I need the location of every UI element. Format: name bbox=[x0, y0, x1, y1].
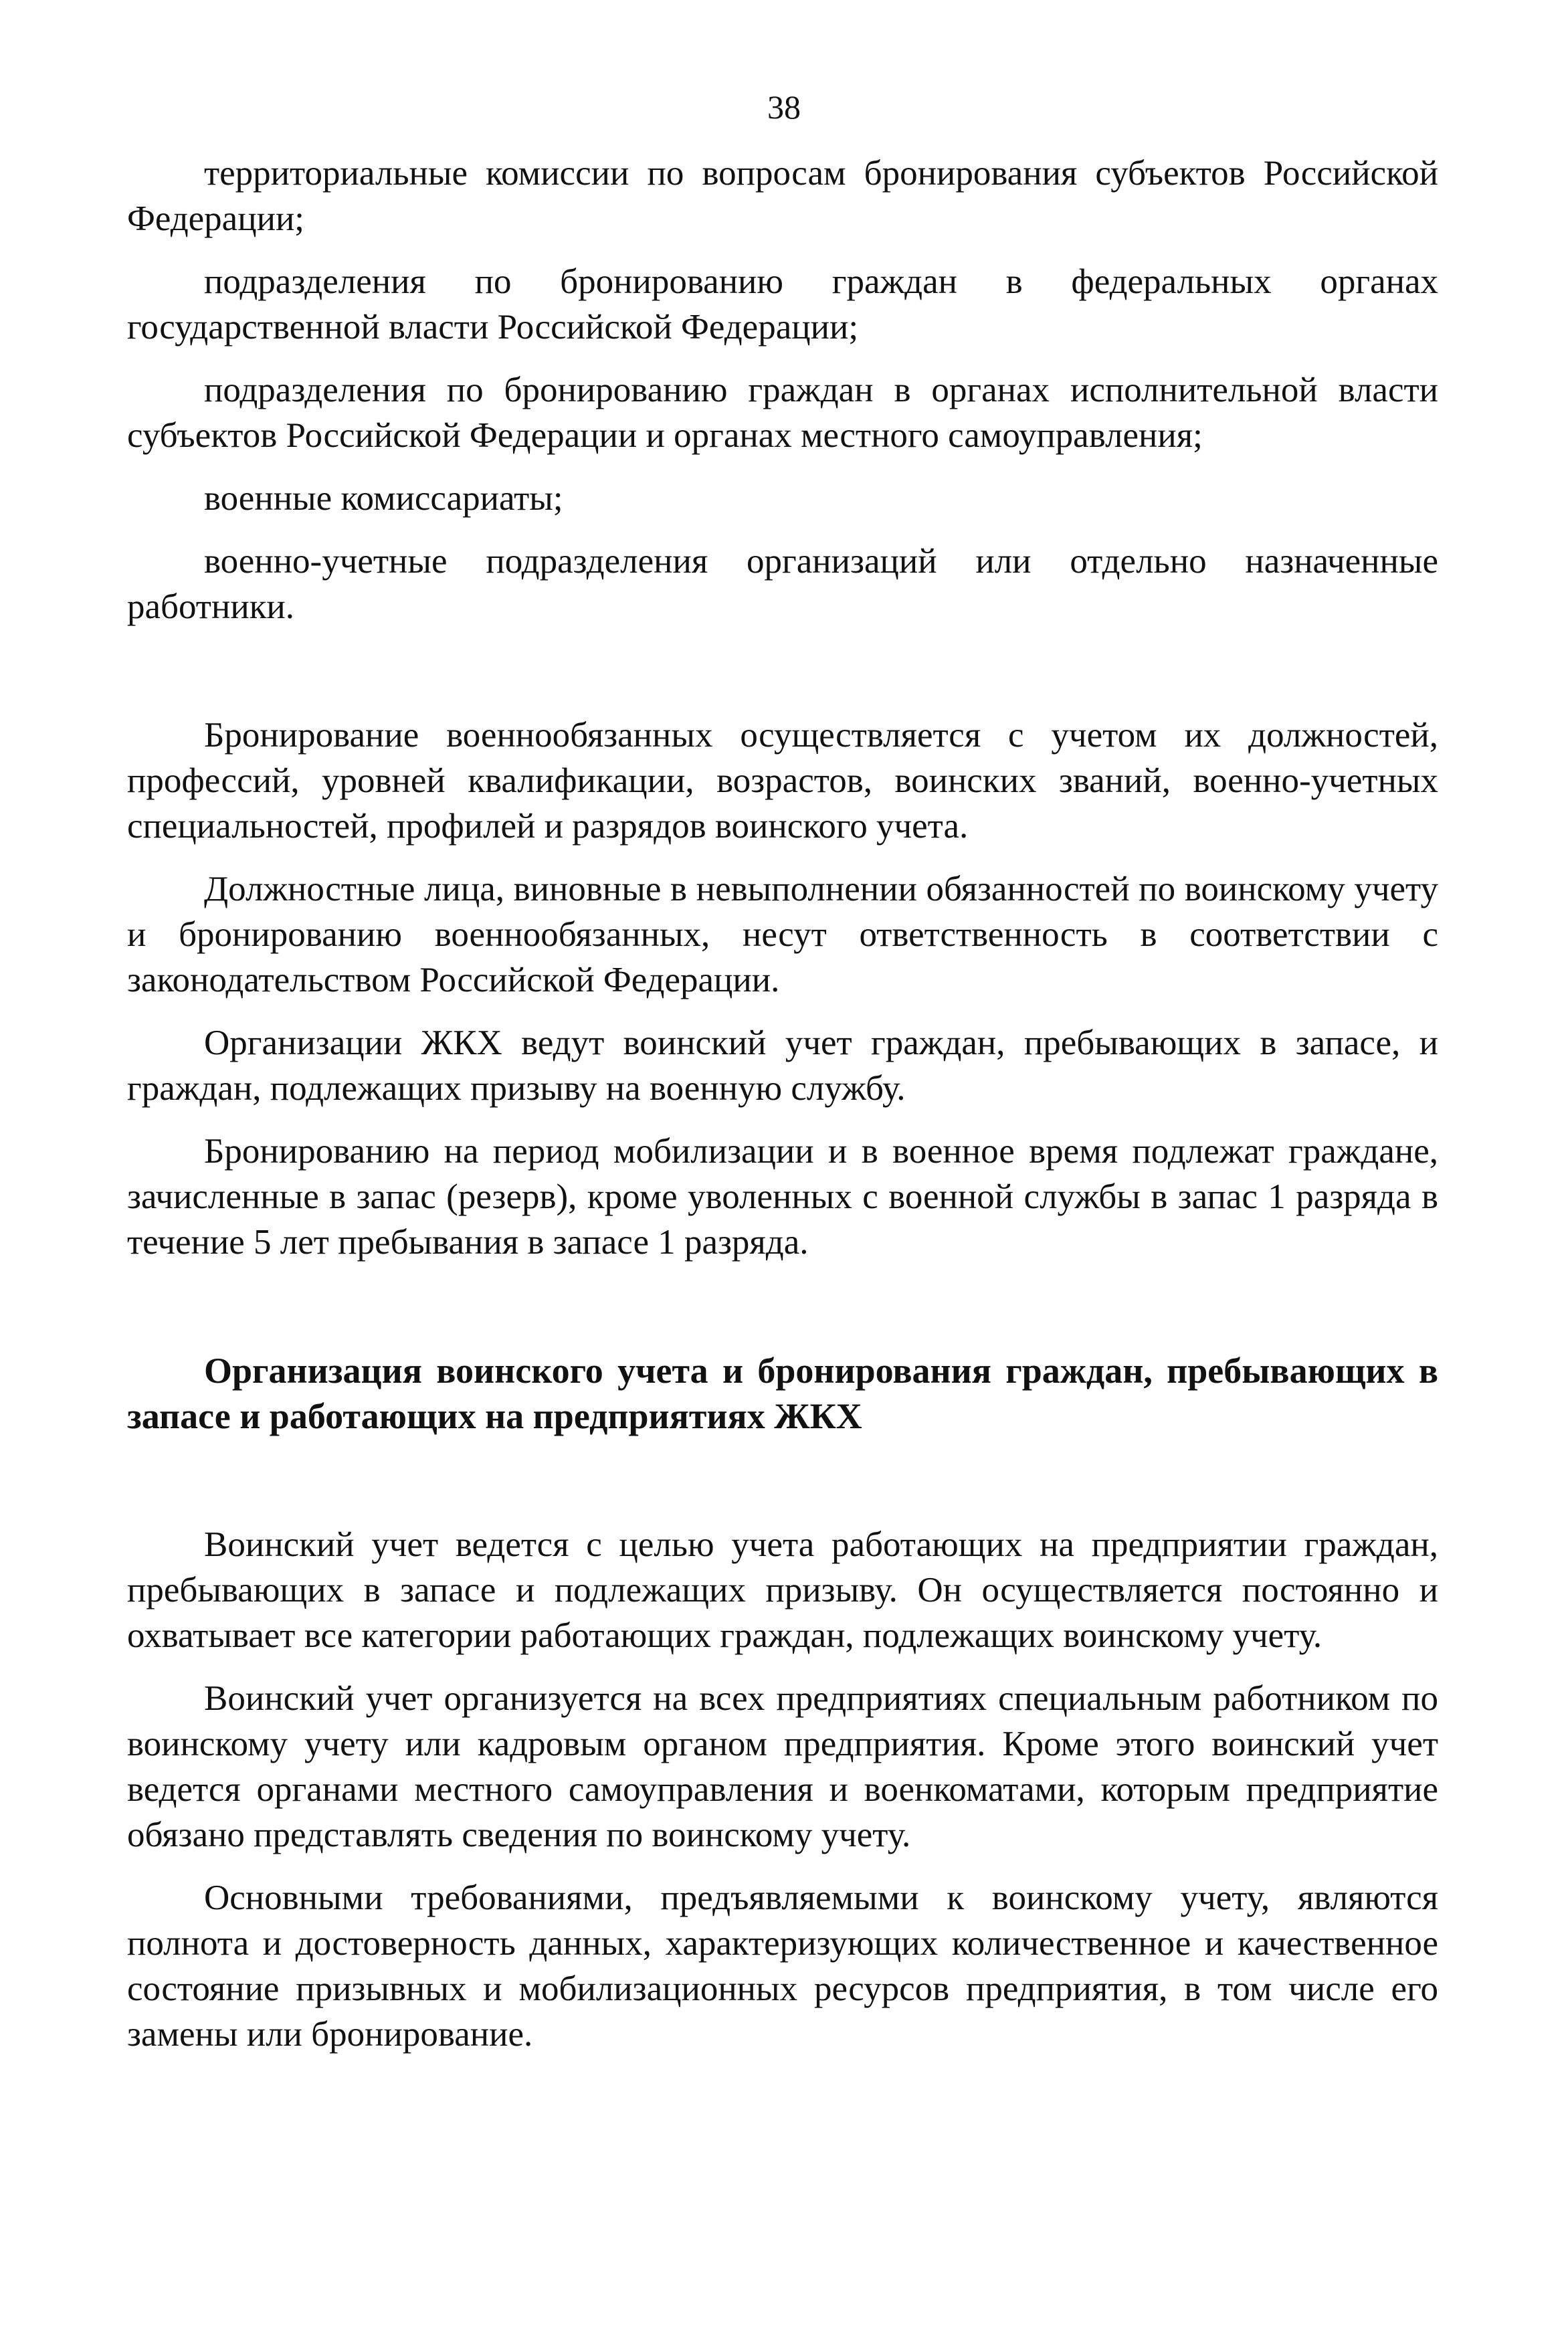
paragraph-responsibility: Должностные лица, виновные в невыполнении обязанностей по воинскому учету и бронированию военнообязанных, несут ответственность в соответствии с законодательством Российской Федерации. bbox=[127, 870, 1438, 999]
list-item-regional-subdivisions: подразделения по бронированию граждан в органах исполнительной власти субъектов Российской Федерации и органах местного самоуправления; bbox=[127, 371, 1438, 455]
paragraph-housing-organizations: Организации ЖКХ ведут воинский учет граждан, пребывающих в запасе, и граждан, подлежащих призыву на военную службу. bbox=[127, 1024, 1438, 1108]
paragraph-reservation-basis: Бронирование военнообязанных осуществляется с учетом их должностей, профессий, уровней квалификации, возрастов, воинских званий, военно-учетных специальностей, профилей и разрядов воинского учета. bbox=[127, 716, 1438, 846]
spacer bbox=[127, 647, 1438, 712]
list-item-military-commissariats: военные комиссариаты; bbox=[204, 479, 563, 518]
page-number: 38 bbox=[767, 88, 801, 126]
paragraph-registration-purpose: Воинский учет ведется с целью учета работающих на предприятии граждан, пребывающих в запасе и подлежащих призыву. Он осуществляется постоянно и охватывает все категории работающих граждан, подлежащих воинскому учету. bbox=[127, 1525, 1438, 1655]
section-heading: Организация воинского учета и бронирования граждан, пребывающих в запасе и работающих на предприятиях ЖКХ bbox=[127, 1351, 1438, 1436]
paragraph-mobilization-reservation: Бронированию на период мобилизации и в военное время подлежат граждане, зачисленные в запас (резерв), кроме уволенных с военной службы в запас 1 разряда в течение 5 лет пребывания в запасе 1 разряда. bbox=[127, 1132, 1438, 1262]
spacer bbox=[127, 1439, 1438, 1522]
paragraph-registration-organization: Воинский учет организуется на всех предприятиях специальным работником по воинскому учету или кадровым органом предприятия. Кроме этого воинский учет ведется органами местного самоуправления и военкоматами, которым предприятие обязано представлять сведения по воинскому учету. bbox=[127, 1679, 1438, 1854]
document-body bbox=[127, 151, 1438, 2074]
list-item-federal-subdivisions: подразделения по бронированию граждан в федеральных органах государственной власти Российской Федерации; bbox=[127, 262, 1438, 347]
list-item-territorial-commissions: территориальные комиссии по вопросам бронирования субъектов Российской Федерации; bbox=[127, 154, 1438, 238]
spacer bbox=[127, 1282, 1438, 1348]
list-item-military-registration-units: военно-учетные подразделения организаций или отдельно назначенные работники. bbox=[127, 542, 1438, 626]
paragraph-registration-requirements: Основными требованиями, предъявляемыми к воинскому учету, являются полнота и достоверность данных, характеризующих количественное и качественное состояние призывных и мобилизационных ресурсов предприятия, в том числе его замены или бронирование. bbox=[127, 1878, 1438, 2054]
